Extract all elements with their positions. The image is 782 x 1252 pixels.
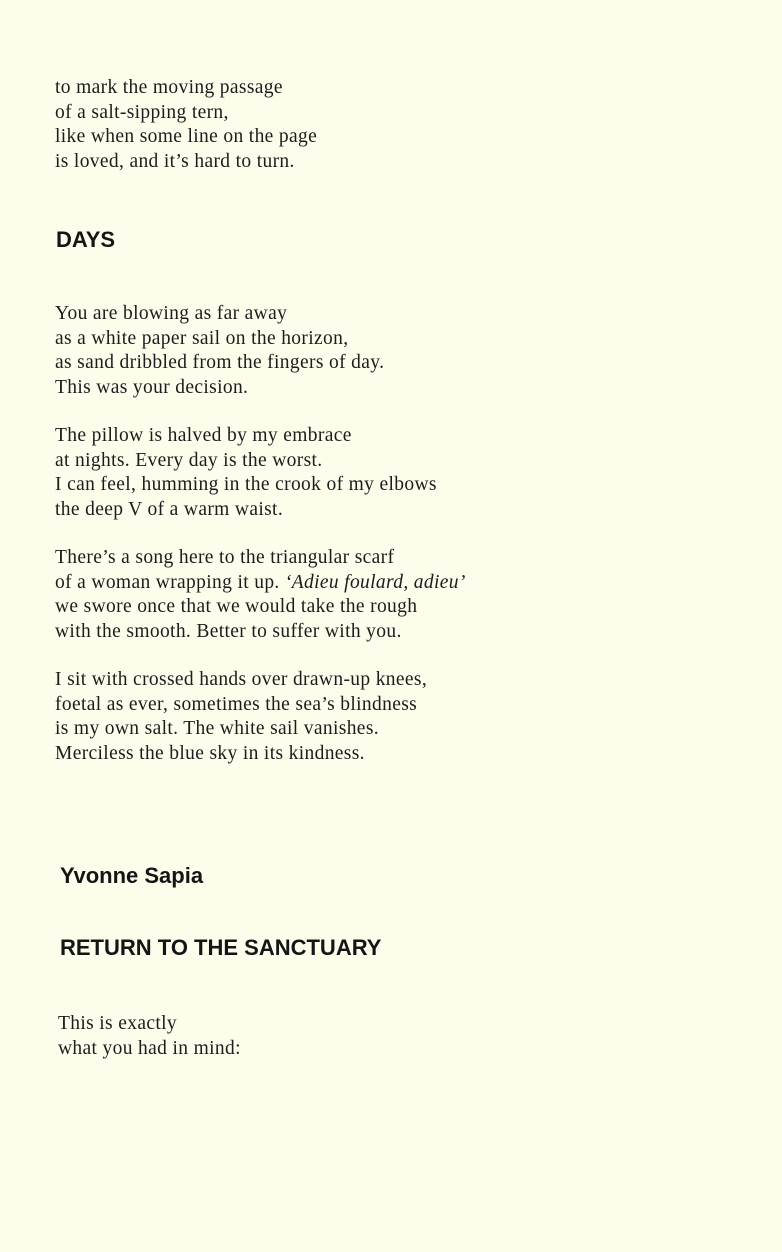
days-stanza-1 xyxy=(55,302,384,400)
verse-line: is my own salt. The white sail vanishes. xyxy=(55,718,379,739)
author-name: Yvonne Sapia xyxy=(60,863,204,888)
verse-line: foetal as ever, sometimes the sea’s blindness xyxy=(55,693,418,715)
verse-line: I can feel, humming in the crook of my elbows xyxy=(55,474,437,495)
poem-title-return: RETURN TO THE SANCTUARY xyxy=(60,935,382,960)
verse-line: There’s a song here to the triangular scarf xyxy=(55,547,395,568)
verse-line: You are blowing as far away xyxy=(55,303,288,324)
verse-line: as a white paper sail on the horizon, xyxy=(55,327,349,349)
verse-line: as sand dribbled from the fingers of day. xyxy=(55,352,385,373)
verse-line-text: of a woman wrapping it up. xyxy=(55,571,285,593)
verse-line: of a salt-sipping tern, xyxy=(55,101,229,123)
verse-line: we swore once that we would take the rough xyxy=(55,596,418,617)
verse-line: is loved, and it’s hard to turn. xyxy=(55,150,295,172)
italic-quote: ‘Adieu foulard, adieu’ xyxy=(284,571,466,593)
verse-line: what you had in mind: xyxy=(58,1037,241,1059)
verse-line: Merciless the blue sky in its kindness. xyxy=(55,742,365,764)
poem-title-days: DAYS xyxy=(56,227,116,252)
verse-line: to mark the moving passage xyxy=(55,77,283,98)
verse-line: the deep V of a warm waist. xyxy=(55,498,284,520)
verse-line xyxy=(55,571,466,596)
days-stanza-4 xyxy=(55,668,427,766)
verse-line: This is exactly xyxy=(58,1013,177,1034)
verse-line: with the smooth. Better to suffer with you. xyxy=(55,620,402,642)
days-stanza-3 xyxy=(55,546,466,644)
continued-stanza xyxy=(55,76,317,174)
days-stanza-2 xyxy=(55,424,437,522)
verse-line: I sit with crossed hands over drawn-up knees, xyxy=(55,669,428,690)
verse-line: The pillow is halved by my embrace xyxy=(55,425,352,446)
verse-line: at nights. Every day is the worst. xyxy=(55,449,323,471)
verse-line: like when some line on the page xyxy=(55,126,318,147)
verse-line: This was your decision. xyxy=(55,376,249,398)
return-stanza xyxy=(58,1012,241,1061)
